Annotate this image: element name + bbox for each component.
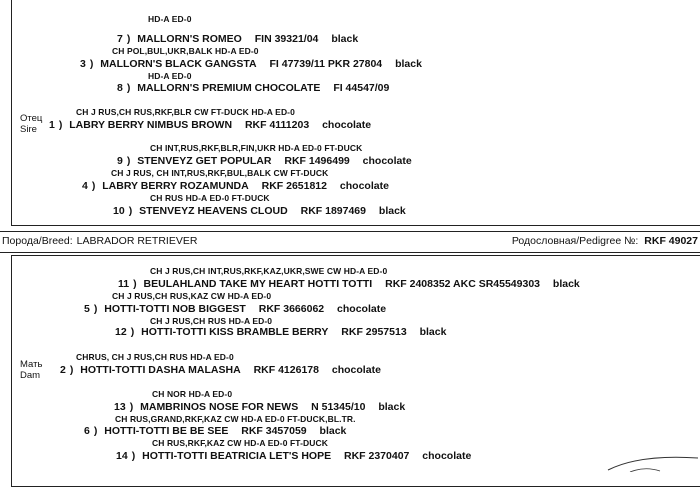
entry-11-titles: CH J RUS,CH INT,RUS,RKF,KAZ,UKR,SWE CW HD-A ED-0 (150, 266, 388, 276)
entry-8-titles: HD-A ED-0 (148, 71, 192, 81)
entry-number: 5 (84, 303, 90, 315)
dam-label (20, 359, 42, 381)
coat-color: black (378, 205, 406, 217)
entry-4-titles: CH J RUS, CH INT,RUS,RKF,BUL,BALK CW FT-DUCK (111, 168, 329, 178)
coat-color: black (395, 58, 422, 70)
entry-number: 11 (118, 278, 130, 290)
entry-12: 12 ) HOTTI-TOTTI KISS BRAMBLE BERRY RKF 2957513 black (115, 326, 447, 338)
registration: RKF 4111203 (244, 119, 310, 131)
entry-2: 2 ) HOTTI-TOTTI DASHA MALASHA RKF 4126178 chocolate (60, 364, 381, 376)
coat-color: chocolate (322, 119, 372, 131)
entry-number: 7 (117, 33, 123, 45)
entry-number: 10 (113, 205, 125, 217)
entry-4: 4 ) LABRY BERRY ROZAMUNDA RKF 2651812 chocolate (82, 180, 389, 192)
sire-label (20, 113, 42, 135)
dog-name: MAMBRINOS NOSE FOR NEWS (140, 401, 299, 413)
registration: RKF 3457059 (241, 425, 307, 437)
entry-14: 14 ) HOTTI-TOTTI BEATRICIA LET'S HOPE RKF 2370407 chocolate (116, 450, 472, 462)
breed-field (2, 235, 197, 247)
breed-value: LABRADOR RETRIEVER (76, 235, 198, 247)
entry-6-titles: CH RUS,GRAND,RKF,KAZ CW HD-A ED-0 FT-DUCK,BL.TR. (115, 414, 356, 424)
registration: FI 44547/09 (333, 82, 390, 94)
registration: RKF 3666062 (258, 303, 325, 315)
entry-9: 9 ) STENVEYZ GET POPULAR RKF 1496499 chocolate (117, 155, 412, 167)
dog-name: LABRY BERRY NIMBUS BROWN (69, 119, 233, 131)
breed-label: Порода/Breed: (2, 235, 73, 247)
dog-name: STENVEYZ HEAVENS CLOUD (139, 205, 288, 217)
coat-color: black (319, 425, 347, 437)
entry-7-titles: HD-A ED-0 (148, 14, 192, 24)
dog-name: LABRY BERRY ROZAMUNDA (102, 180, 249, 192)
entry-number: 4 (82, 180, 88, 192)
entry-8: 8 ) MALLORN'S PREMIUM CHOCOLATE FI 44547/09 (117, 82, 390, 94)
entry-5-titles: CH J RUS,CH RUS,KAZ CW HD-A ED-0 (112, 291, 272, 301)
coat-color: black (331, 33, 359, 45)
registration: RKF 1496499 (284, 155, 350, 167)
coat-color: chocolate (422, 450, 472, 462)
breed-bar (0, 231, 700, 253)
registration: RKF 2408352 AKC SR45549303 (385, 278, 540, 290)
dam-label-en: Dam (20, 370, 41, 381)
pedigree-value: RKF 49027 (644, 235, 698, 247)
coat-color: black (552, 278, 580, 290)
entry-11: 11 ) BEULAHLAND TAKE MY HEART HOTTI TOTTI RKF 2408352 AKC SR45549303 black (118, 278, 580, 290)
dog-name: HOTTI-TOTTI BEATRICIA LET'S HOPE (142, 450, 332, 462)
entry-14-titles: CH RUS,RKF,KAZ CW HD-A ED-0 FT-DUCK (152, 438, 329, 448)
registration: RKF 2370407 (344, 450, 410, 462)
entry-5: 5 ) HOTTI-TOTTI NOB BIGGEST RKF 3666062 chocolate (84, 303, 387, 315)
entry-13: 13 ) MAMBRINOS NOSE FOR NEWS N 51345/10 black (114, 401, 406, 413)
dog-name: BEULAHLAND TAKE MY HEART HOTTI TOTTI (143, 278, 373, 290)
entry-12-titles: CH J RUS,CH RUS HD-A ED-0 (150, 316, 273, 326)
dog-name: MALLORN'S PREMIUM CHOCOLATE (137, 82, 321, 94)
entry-2-titles: CHRUS, CH J RUS,CH RUS HD-A ED-0 (76, 352, 234, 362)
pedigree-number-field (512, 235, 698, 247)
coat-color: chocolate (331, 364, 381, 376)
entry-number: 6 (84, 425, 90, 437)
entry-10: 10 ) STENVEYZ HEAVENS CLOUD RKF 1897469 black (113, 205, 406, 217)
coat-color: chocolate (339, 180, 389, 192)
entry-9-titles: CH INT,RUS,RKF,BLR,FIN,UKR HD-A ED-0 FT-DUCK (150, 143, 363, 153)
registration: N 51345/10 (311, 401, 366, 413)
coat-color: chocolate (337, 303, 387, 315)
entry-number: 3 (80, 58, 86, 70)
entry-number: 13 (114, 401, 126, 413)
coat-color: chocolate (362, 155, 412, 167)
sire-label-en: Sire (20, 124, 37, 135)
entry-13-titles: CH NOR HD-A ED-0 (152, 389, 233, 399)
entry-number: 12 (115, 326, 127, 338)
coat-color: black (378, 401, 406, 413)
entry-7: 7 ) MALLORN'S ROMEO FIN 39321/04 black (117, 33, 359, 45)
dog-name: HOTTI-TOTTI NOB BIGGEST (104, 303, 246, 315)
entry-number: 2 (60, 364, 66, 376)
coat-color: black (419, 326, 447, 338)
dog-name: MALLORN'S ROMEO (137, 33, 242, 45)
dog-name: HOTTI-TOTTI DASHA MALASHA (80, 364, 241, 376)
entry-number: 9 (117, 155, 123, 167)
entry-1: 1 ) LABRY BERRY NIMBUS BROWN RKF 4111203 chocolate (49, 119, 372, 131)
entry-number: 1 (49, 119, 55, 131)
registration: RKF 1897469 (300, 205, 366, 217)
dog-name: STENVEYZ GET POPULAR (137, 155, 272, 167)
registration: RKF 2651812 (261, 180, 327, 192)
dog-name: HOTTI-TOTTI KISS BRAMBLE BERRY (141, 326, 329, 338)
registration: FI 47739/11 PKR 27804 (269, 58, 383, 70)
entry-number: 14 (116, 450, 128, 462)
entry-3: 3 ) MALLORN'S BLACK GANGSTA FI 47739/11 PKR 27804 black (80, 58, 422, 70)
entry-number: 8 (117, 82, 123, 94)
dam-label-ru: Мать (20, 359, 43, 370)
dog-name: MALLORN'S BLACK GANGSTA (100, 58, 257, 70)
pedigree-label: Родословная/Pedigree №: (511, 235, 639, 247)
dog-name: HOTTI-TOTTI BE BE SEE (104, 425, 229, 437)
registration: RKF 2957513 (341, 326, 407, 338)
sire-label-ru: Отец (20, 113, 43, 124)
entry-3-titles: CH POL,BUL,UKR,BALK HD-A ED-0 (112, 46, 259, 56)
entry-10-titles: CH RUS HD-A ED-0 FT-DUCK (150, 193, 270, 203)
entry-6: 6 ) HOTTI-TOTTI BE BE SEE RKF 3457059 black (84, 425, 347, 437)
entry-1-titles: CH J RUS,CH RUS,RKF,BLR CW FT-DUCK HD-A ED-0 (76, 107, 295, 117)
registration: RKF 4126178 (253, 364, 319, 376)
registration: FIN 39321/04 (254, 33, 319, 45)
pen-mark (600, 450, 700, 472)
